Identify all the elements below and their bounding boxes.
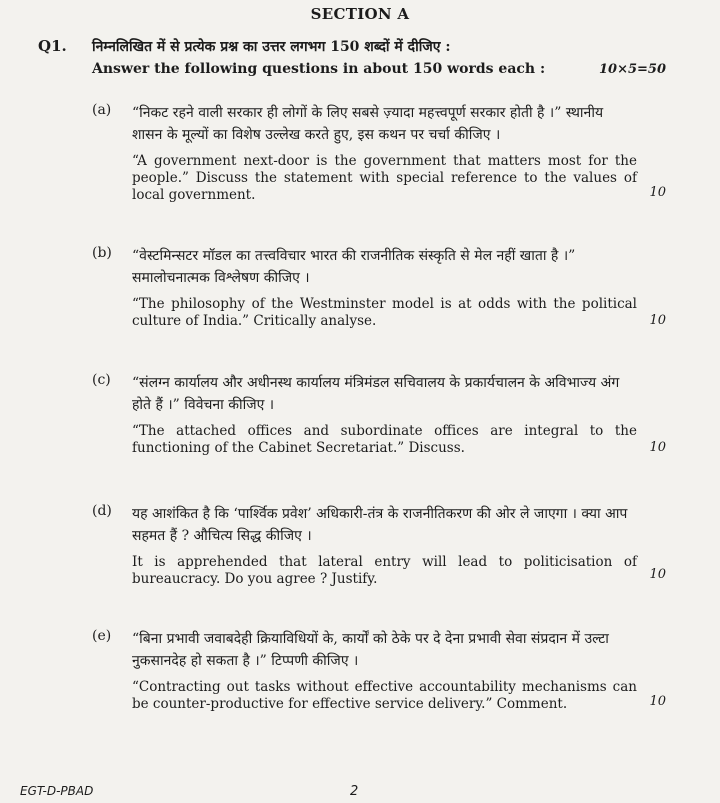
part-marks: 10 [649, 694, 666, 709]
part-text-english: “A government next-door is the government that matters most for the people.” Discuss the statement with special reference to the values of local government. [132, 153, 637, 203]
part-label: (a) [92, 102, 112, 118]
paper-code: EGT-D-PBAD [20, 784, 94, 798]
part-marks: 10 [649, 440, 666, 455]
question-instruction-english: Answer the following questions in about 150 words each : [92, 61, 546, 77]
question-part-e [92, 628, 666, 713]
part-marks: 10 [649, 185, 666, 200]
part-text-english: “The philosophy of the Westminster model is at odds with the political culture of India.” Critically analyse. [132, 296, 637, 329]
part-text-hindi: “निकट रहने वाली सरकार ही लोगों के लिए सबसे ज़्यादा महत्त्वपूर्ण सरकार होती है ।” स्थानीय शासन के मूल्यों का विशेष उल्लेख करते हुए, इस कथन पर चर्चा कीजिए । [132, 105, 604, 143]
part-label: (c) [92, 372, 111, 388]
part-text-hindi: “बिना प्रभावी जवाबदेही क्रियाविधियों के, कार्यों को ठेके पर दे देना प्रभावी सेवा संप्रदान में उल्टा नुकसानदेह हो सकता है ।” टिप्पणी कीजिए । [132, 631, 609, 669]
part-text-english: “Contracting out tasks without effective accountability mechanisms can be counter-productive for effective service delivery.” Comment. [132, 679, 637, 712]
section-title: SECTION A [310, 5, 410, 23]
page-number: 2 [350, 784, 359, 799]
part-text-english: “The attached offices and subordinate offices are integral to the functioning of the Cabinet Secretariat.” Discuss. [132, 423, 637, 456]
question-number: Q1. [38, 37, 67, 55]
question-part-d [92, 503, 666, 588]
question-instruction-hindi: निम्नलिखित में से प्रत्येक प्रश्न का उत्तर लगभग 150 शब्दों में दीजिए : [92, 39, 451, 55]
part-text-hindi: “संलग्न कार्यालय और अधीनस्थ कार्यालय मंत्रिमंडल सचिवालय के प्रकार्यचालन के अविभाज्य अंग होते हैं ।” विवेचना कीजिए । [132, 375, 620, 413]
question-part-c [92, 372, 666, 457]
part-text-hindi: यह आशंकित है कि ‘पार्श्विक प्रवेश’ अधिकारी-तंत्र के राजनीतिकरण की ओर ले जाएगा । क्या आप सहमत हैं ? औचित्य सिद्ध कीजिए । [132, 506, 628, 544]
part-marks: 10 [649, 567, 666, 582]
question-part-a [92, 102, 666, 204]
question-part-b [92, 245, 666, 330]
part-label: (d) [92, 503, 112, 519]
question-total-marks: 10×5=50 [598, 62, 666, 77]
part-marks: 10 [649, 313, 666, 328]
part-text-english: It is apprehended that lateral entry will lead to politicisation of bureaucracy. Do you agree ? Justify. [132, 554, 637, 587]
part-label: (e) [92, 628, 112, 644]
part-label: (b) [92, 245, 112, 261]
part-text-hindi: “वेस्टमिन्सटर मॉडल का तत्त्वविचार भारत की राजनीतिक संस्कृति से मेल नहीं खाता है ।” समालोचनात्मक विश्लेषण कीजिए । [132, 248, 576, 286]
